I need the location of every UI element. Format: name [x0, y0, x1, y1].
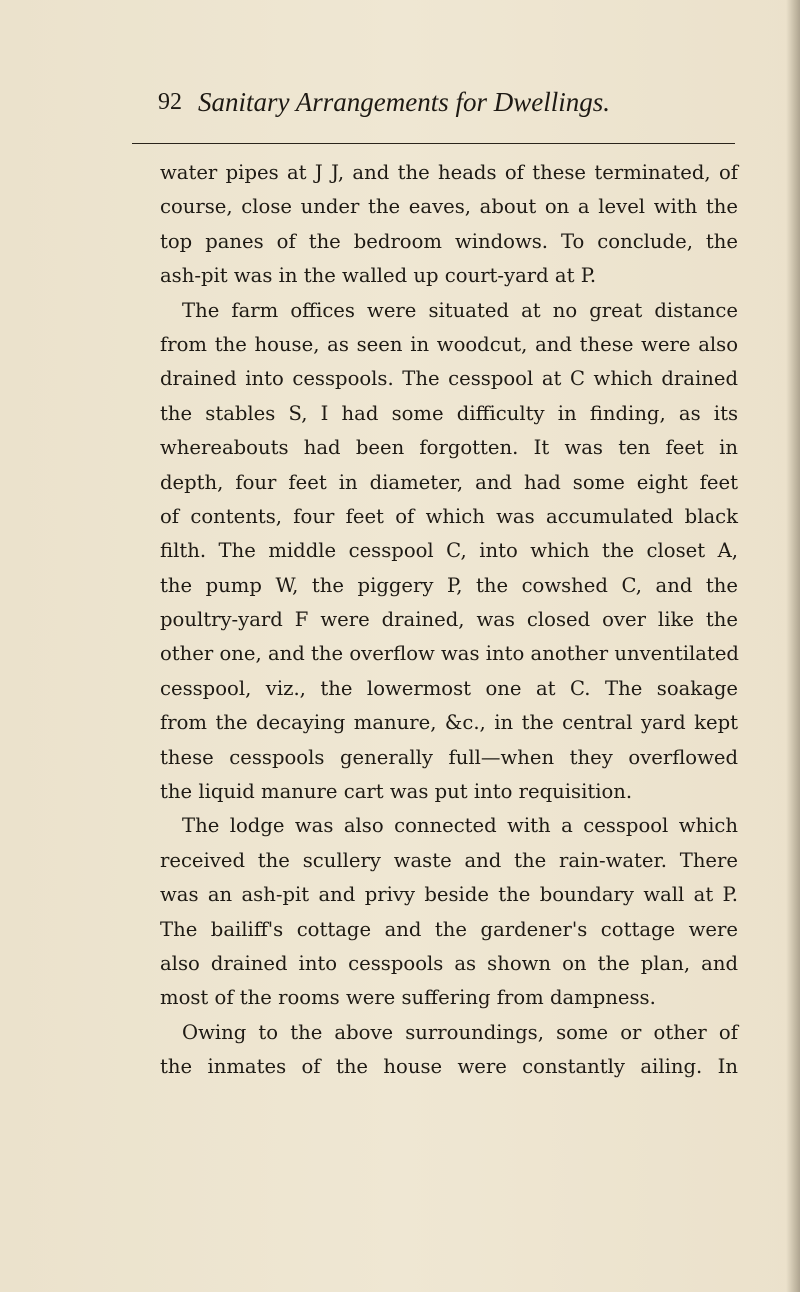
running-title: Sanitary Arrangements for Dwellings. [198, 87, 611, 117]
text-line: the inmates of the house were constantly ailing. In [160, 1055, 738, 1079]
body-text [160, 156, 738, 1085]
text-line: drained into cesspools. The cesspool at C which drained [160, 367, 738, 391]
text-line: most of the rooms were suffering from dampness. [160, 986, 656, 1010]
text-line: these cesspools generally full—when they overflowed [160, 745, 738, 769]
header-rule [132, 143, 735, 144]
text-line: The lodge was also connected with a cesspool which [182, 814, 738, 838]
text-line: poultry-yard F were drained, was closed over like the [160, 608, 738, 632]
text-line: the pump W, the piggery P, the cowshed C, and the [160, 573, 738, 597]
page-number: 92 [158, 89, 182, 115]
text-line: from the house, as seen in woodcut, and these were also [160, 332, 738, 356]
text-line: ash-pit was in the walled up court-yard at P. [160, 264, 597, 288]
text-line: also drained into cesspools as shown on the plan, and [160, 951, 738, 975]
text-line: The bailiff's cottage and the gardener's cottage were [160, 917, 738, 941]
text-line: was an ash-pit and privy beside the boundary wall at P. [160, 883, 738, 907]
text-line: depth, four feet in diameter, and had some eight feet [160, 470, 738, 494]
text-line: the liquid manure cart was put into requisition. [160, 780, 633, 804]
text-line: received the scullery waste and the rain-water. There [160, 848, 738, 872]
text-line: the stables S, I had some difficulty in finding, as its [160, 401, 738, 425]
text-line: Owing to the above surroundings, some or other of [182, 1020, 738, 1044]
text-line: filth. The middle cesspool C, into which the closet A, [160, 539, 738, 563]
text-line: The farm offices were situated at no great distance [182, 298, 738, 322]
text-line: of contents, four feet of which was accumulated black [160, 504, 738, 528]
text-line: course, close under the eaves, about on a level with the [160, 195, 738, 219]
text-line: water pipes at J J, and the heads of these terminated, of [160, 161, 738, 184]
text-line: other one, and the overflow was into another unventilated [160, 642, 739, 666]
text-line: whereabouts had been forgotten. It was ten feet in [160, 436, 738, 460]
text-line: cesspool, viz., the lowermost one at C. The soakage [160, 676, 738, 700]
text-line: from the decaying manure, &c., in the central yard kept [160, 711, 738, 735]
text-line: top panes of the bedroom windows. To conclude, the [160, 229, 738, 253]
page-header [0, 86, 800, 126]
page-edge-shadow [786, 0, 800, 1292]
